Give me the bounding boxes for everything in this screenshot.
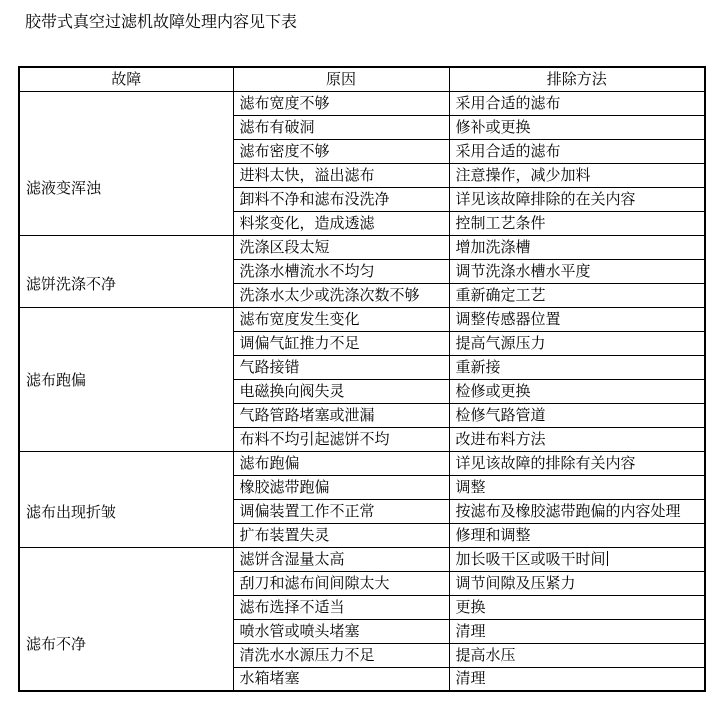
table-row [19, 235, 705, 259]
fault-cell[interactable]: 滤布出现折皱 [19, 451, 233, 547]
cause-cell[interactable]: 滤布跑偏 [233, 451, 449, 475]
cause-cell[interactable]: 洗涤水太少或洗涤次数不够 [233, 283, 449, 307]
cause-cell[interactable]: 喷水管或喷头堵塞 [233, 619, 449, 643]
cause-cell[interactable]: 洗涤区段太短 [233, 235, 449, 259]
cause-cell[interactable]: 清洗水水源压力不足 [233, 643, 449, 667]
remedy-cell[interactable]: 采用合适的滤布 [449, 91, 705, 115]
document-title[interactable]: 胶带式真空过滤机故障处理内容见下表 [25, 12, 298, 31]
remedy-cell[interactable]: 调节间隙及压紧力 [449, 571, 705, 595]
col-header-remedy[interactable]: 排除方法 [449, 67, 705, 91]
remedy-cell[interactable]: 检修或更换 [449, 379, 705, 403]
remedy-cell[interactable]: 控制工艺条件 [449, 211, 705, 235]
remedy-cell[interactable]: 修补或更换 [449, 115, 705, 139]
remedy-cell[interactable]: 改进布料方法 [449, 427, 705, 451]
cause-cell[interactable]: 卸料不净和滤布没洗净 [233, 187, 449, 211]
cause-cell[interactable]: 电磁换向阀失灵 [233, 379, 449, 403]
cause-cell[interactable]: 进料太快，溢出滤布 [233, 163, 449, 187]
remedy-cell[interactable]: 检修气路管道 [449, 403, 705, 427]
remedy-cell[interactable]: 更换 [449, 595, 705, 619]
cause-cell[interactable]: 洗涤水槽流水不均匀 [233, 259, 449, 283]
remedy-cell[interactable]: 采用合适的滤布 [449, 139, 705, 163]
remedy-cell[interactable]: 调整传感器位置 [449, 307, 705, 331]
cause-cell[interactable]: 滤布宽度不够 [233, 91, 449, 115]
col-header-cause[interactable]: 原因 [233, 67, 449, 91]
fault-cell[interactable]: 滤布跑偏 [19, 307, 233, 451]
cause-cell[interactable]: 橡胶滤带跑偏 [233, 475, 449, 499]
cause-cell[interactable]: 气路接错 [233, 355, 449, 379]
remedy-cell[interactable]: 增加洗涤槽 [449, 235, 705, 259]
remedy-cell[interactable]: 清理 [449, 667, 705, 691]
cause-cell[interactable]: 水箱堵塞 [233, 667, 449, 691]
remedy-cell[interactable]: 详见该故障排除的在关内容 [449, 187, 705, 211]
cause-cell[interactable]: 气路管路堵塞或泄漏 [233, 403, 449, 427]
cause-cell[interactable]: 调偏气缸推力不足 [233, 331, 449, 355]
fault-table [18, 66, 706, 692]
cause-cell[interactable]: 调偏装置工作不正常 [233, 499, 449, 523]
remedy-cell[interactable]: 调整 [449, 475, 705, 499]
cause-cell[interactable]: 滤布选择不适当 [233, 595, 449, 619]
text-cursor [607, 551, 608, 566]
cause-cell[interactable]: 滤饼含湿量太高 [233, 547, 449, 571]
col-header-fault[interactable]: 故障 [19, 67, 233, 91]
remedy-cell[interactable]: 重新确定工艺 [449, 283, 705, 307]
cause-cell[interactable]: 布料不均引起滤饼不均 [233, 427, 449, 451]
cause-cell[interactable]: 刮刀和滤布间间隙太大 [233, 571, 449, 595]
remedy-cell[interactable]: 详见该故障的排除有关内容 [449, 451, 705, 475]
remedy-cell[interactable]: 提高水压 [449, 643, 705, 667]
table-row [19, 307, 705, 331]
fault-cell[interactable]: 滤布不净 [19, 547, 233, 691]
fault-cell[interactable]: 滤饼洗涤不净 [19, 235, 233, 307]
table-header-row [19, 67, 705, 91]
remedy-cell[interactable]: 调节洗涤水槽水平度 [449, 259, 705, 283]
cause-cell[interactable]: 扩布装置失灵 [233, 523, 449, 547]
cause-cell[interactable]: 料浆变化，造成透滤 [233, 211, 449, 235]
remedy-cell[interactable]: 修理和调整 [449, 523, 705, 547]
cause-cell[interactable]: 滤布宽度发生变化 [233, 307, 449, 331]
table-row [19, 547, 705, 571]
table-row [19, 451, 705, 475]
cause-cell[interactable]: 滤布有破洞 [233, 115, 449, 139]
remedy-cell[interactable]: 提高气源压力 [449, 331, 705, 355]
table-row [19, 91, 705, 115]
remedy-cell[interactable]: 注意操作，减少加料 [449, 163, 705, 187]
fault-cell[interactable]: 滤液变浑浊 [19, 91, 233, 235]
remedy-cell[interactable]: 加长吸干区或吸干时间 [449, 547, 705, 571]
cause-cell[interactable]: 滤布密度不够 [233, 139, 449, 163]
remedy-cell[interactable]: 按滤布及橡胶滤带跑偏的内容处理 [449, 499, 705, 523]
remedy-cell[interactable]: 重新接 [449, 355, 705, 379]
remedy-cell[interactable]: 清理 [449, 619, 705, 643]
